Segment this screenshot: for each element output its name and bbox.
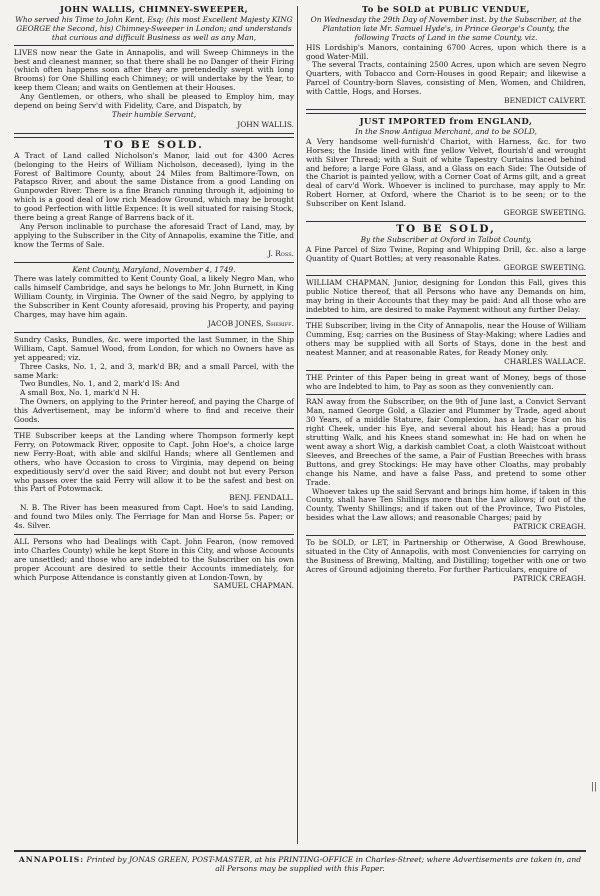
runaway-signature: PATRICK CREAGH. (513, 522, 586, 532)
hyde-body-2: The several Tracts, containing 2500 Acres, upon which are seven Negro Quarters, with Tobacco and Corn-Houses in good Repair; and likewise a Parcel of Country-born Slaves, consisting of Men, Women, and Children, with Cattle, Hogs, and Horses. (306, 60, 586, 97)
wallis-subheading: Who served his Time to John Kent, Esq; (his most Excellent Majesty KING GEORGE the Second, his) Chimney-Sweeper in London; and understands that curious and difficult Business as well as any Man, (15, 14, 293, 42)
wallis-signature: JOHN WALLIS. (237, 119, 294, 129)
rule (306, 221, 586, 222)
ferry-note: N. B. The River has been measured from Capt. Hoe's to said Landing, and found two Miles only. The Ferriage for Man and Horse 5s. Paper; or 4s. Silver. (14, 503, 294, 531)
sweeting-subheading: By the Subscriber at Oxford in Talbot County, (360, 234, 532, 244)
hyde-subheading: On Wednesday the 29th Day of November inst. by the Subscriber, at the Plantation late Mr. Samuel Hyde's, in Prince George's County, the following Tracts of Land in the same County, viz. (310, 14, 582, 42)
nicholson-heading: TO BE SOLD. (104, 138, 204, 151)
bundles-body-2: The Owners, on applying to the Printer hereof, and paying the Charge of this Advertisement, may be inform'd where to find and receive their Goods. (14, 397, 294, 425)
colophon (14, 850, 586, 874)
wallace-body: THE Subscriber, living in the City of Annapolis, near the House of William Cumming, Esq; carries on the Business of Stay-Making; where Ladies and others may be supplied with all Sorts of Stays, done in the best and neatest Manner, and at reasonable Rates, for Ready Money only. (306, 321, 586, 357)
fearon-signature: SAMUEL CHAPMAN. (213, 581, 294, 591)
bundles-body: Sundry Casks, Bundles, &c. were imported the last Summer, in the Ship William, Capt. Samuel Wood, from London, for which no Owners have as yet appeared; viz. (14, 334, 294, 362)
rule (14, 45, 294, 46)
ad-chariot (306, 117, 586, 218)
bundles-line-3: A small Box, No. 1, mark'd N H. (20, 388, 140, 398)
ad-brewhouse (306, 539, 586, 584)
chariot-signature: GEORGE SWEETING. (503, 208, 586, 218)
wallis-closing: Their humble Servant, (111, 109, 197, 119)
colophon-place: ANNAPOLIS: (18, 855, 85, 864)
bundles-line-1: Three Casks, No. 1, 2, and 3, mark'd BR; and a small Parcel, with the same Mark: (14, 361, 294, 380)
fearon-body: ALL Persons who had Dealings with Capt. John Fearon, (now removed into Charles County) while he kept Store in this City, and whose Accounts are unsettled; and those who are indebted to the Subscriber on his own proper Account are desired to settle their Accounts immediately, for which Purpose Attendance is constantly given at London-Town, by (14, 536, 294, 582)
rule (306, 318, 586, 319)
chariot-body: A Very handsome well-furnish'd Chariot, with Harness, &c. for two Horses; the Inside lined with fine yellow Velvet, flourish'd and wrought with Silver Thread; with a Suit of white Tapestry Curtains laced behind and before; a large Fore Glass, and a Glass on each Side: The Outside of the Chariot is painted yellow, with a Corner Coat of Arms gilt, and a great deal of carv'd Work. Whoever is inclined to purchase, may apply to Mr. Robert Horner, at Oxford, where the Chariot is to be seen; or to the Subscriber on Kent Island. (306, 136, 586, 209)
ad-ferry (14, 432, 294, 531)
chapman-body: WILLIAM CHAPMAN, Junior, designing for London this Fall, gives this public Notice thereof, that all Persons who have any Demands on him, may bring in their Accounts that they may be paid: And all those who are indebted to him, are desired to make Payment without any further Delay. (306, 278, 586, 315)
rule (306, 535, 586, 536)
wallis-body: LIVES now near the Gate in Annapolis, and will Sweep Chimneys in the best and cleanest manner, so that there shall be no Danger of their Firing (which often happens soon after they are pretendedly swept with long Brooms) for One Shilling each Chimney; or will undertake by the Year, to keep them Clean; and waits on Gentlemen at their Houses. (14, 47, 294, 93)
double-rule (306, 109, 586, 114)
ad-nicholson-manor (14, 138, 294, 259)
ad-kent-county (14, 266, 294, 329)
ad-bundles (14, 336, 294, 425)
runaway-body: RAN away from the Subscriber, on the 9th of June last, a Convict Servant Man, named George Gold, a Glazier and Plummer by Trade, aged about 30 Years, of a middle Stature, fair Complexion, has a large Scar on his right Cheek, under his Eye, and several about his Head; has a proud strutting Walk, and his Knees stand somewhat in: He had on when he went away a short Wig, a darkish camblet Coat, a cloth Waistcoat without Sleeves, and Breeches of the same, a Pair of Fustian Breeches with brass Buttons, and grey Stockings: He may have other Cloaths, may probably change his Name, and have a false Pass, and pretend to some other Trade. (306, 397, 586, 487)
ad-printer (306, 374, 586, 392)
wallis-body-2: Any Gentlemen, or others, who shall be pleased to Employ him, may depend on being Serv'd with Fidelity, Care, and Dispatch, by (14, 92, 294, 111)
kent-body: There was lately committed to Kent County Goal, a likely Negro Man, who calls himself Cambridge, and says he belongs to Mr. John Burnett, in King William County, in Virginia. The Owner of the said Negro, by applying to the Subscriber in Kent County aforesaid, proving his Property, and paying Charges, may have him again. (14, 274, 294, 320)
sweeting-body: A Fine Parcel of Sizo Twine, Roping and Whipping Drill, &c. also a large Quantity of Quart Bottles; at very reasonable Rates. (306, 244, 586, 263)
sweeting-signature: GEORGE SWEETING. (503, 262, 586, 272)
rule (14, 428, 294, 429)
wallis-heading: JOHN WALLIS, CHIMNEY-SWEEPER, (59, 4, 249, 14)
nicholson-signature: J. Ross. (268, 248, 294, 258)
ad-fearon (14, 538, 294, 591)
ad-chapman (306, 279, 586, 315)
sweeting-heading: TO BE SOLD, (396, 222, 496, 235)
brewhouse-signature: PATRICK CREAGH. (513, 573, 586, 583)
right-column (306, 4, 586, 587)
brewhouse-body: To be SOLD, or LET, in Partnership or Otherwise, A Good Brewhouse, situated in the City of Annapolis, with most Conveniencies for carrying on the Business of Brewing, Malting, and Distilling; together with one or two Acres of Ground adjoining thereto. For further Particulars, enquire of (306, 538, 586, 574)
ferry-signature: BENJ. FENDALL. (229, 493, 294, 503)
column-divider (297, 6, 298, 844)
runaway-body-2: Whoever takes up the said Servant and brings him home, if taken in this County, shall have Ten Shillings more than the Law allows; if out of the County, Twenty Shillings; and if taken out of the Province, Two Pistoles, besides what the Law allows; and reasonable Charges; paid by (306, 486, 586, 523)
rule (14, 534, 294, 535)
bundles-line-2: Two Bundles, No. 1, and 2, mark'd IS: And (20, 379, 180, 389)
ad-wallace (306, 322, 586, 367)
nicholson-body-2: Any Person inclinable to purchase the aforesaid Tract of Land, may, by applying to the Subscriber in the City of Annapolis, examine the Title, and know the Terms of Sale. (14, 221, 294, 249)
kent-signature: JACOB JONES, Sheriff. (207, 319, 294, 328)
ad-runaway (306, 398, 586, 532)
nicholson-body: A Tract of Land called Nicholson's Manor, laid out for 4300 Acres (belonging to the Heirs of William Nicholson, deceased), lying in the Forest of Baltimore County, about 24 Miles from Baltimore-Town, on Patapsco River, and about the same Distance from a good Landing on Gunpowder River. There is a fine Branch running through it, adjoining to which is a good deal of low rich Meadow Ground, which may be brought to good Perfection with little Expence: It is well situated for raising Stock, there being a great Range of Barrens back of it. (14, 150, 294, 223)
hyde-body: HIS Lordship's Manors, containing 6700 Acres, upon which there is a good Water-Mill. (306, 42, 586, 61)
rule (306, 394, 586, 395)
ad-wallis (14, 5, 294, 130)
hyde-signature: BENEDICT CALVERT. (504, 96, 586, 106)
hyde-heading: To be SOLD at PUBLIC VENDUE, (362, 4, 530, 14)
colophon-text: Printed by JONAS GREEN, POST-MASTER, at his PRINTING-OFFICE in Charles-Street; where Advertisements are taken in, and all Persons may be supplied with this Paper. (86, 855, 582, 874)
ad-hyde-vendue (306, 5, 586, 106)
rule (14, 262, 294, 263)
ferry-body: THE Subscriber keeps at the Landing where Thompson formerly kept Ferry, on Potowmack River, opposite to Capt. John Hoe's, a choice large new Ferry-Boat, with able and skilful Hands; where all Gentlemen and others, who have Occasion to cross to Virginia, may depend on being expeditiously serv'd over the said River; and doubt not but every Person who passes over the said Ferry will allow it to be the safest and best on this Part of Potowmack. (14, 430, 294, 494)
printer-body: THE Printer of this Paper being in great want of Money, begs of those who are Indebted to him, to Pay as soon as they conveniently can. (306, 372, 586, 391)
kent-dateline: Kent County, Maryland, November 4, 1749. (72, 264, 236, 274)
rule (14, 332, 294, 333)
rule (306, 275, 586, 276)
wallace-signature: CHARLES WALLACE. (504, 356, 586, 366)
left-column (14, 4, 294, 594)
chariot-subheading: In the Snow Antigua Merchant, and to be SOLD, (355, 126, 537, 136)
chariot-heading: JUST IMPORTED from ENGLAND, (359, 115, 533, 126)
ad-sweeting (306, 222, 586, 273)
margin-mark: || (590, 782, 597, 792)
double-rule (14, 133, 294, 138)
rule (306, 370, 586, 371)
